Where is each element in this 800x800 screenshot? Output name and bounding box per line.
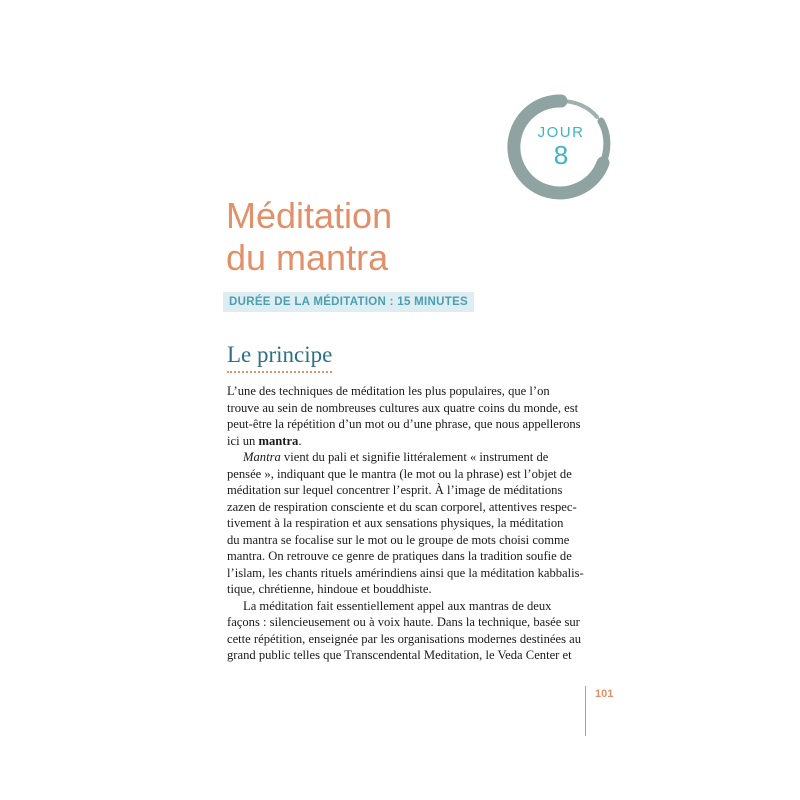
day-label: JOUR xyxy=(537,124,585,141)
page-number: 101 xyxy=(595,688,614,700)
paragraph-2-line-9: tique, chrétienne, hindoue et bouddhiste. xyxy=(227,582,432,596)
mantra-term: mantra xyxy=(258,433,299,448)
paragraph-2-line-1 xyxy=(227,449,582,466)
paragraph-3-line-2: façons : silencieusement ou à voix haute. Dans la technique, basée sur xyxy=(227,615,580,629)
paragraph-1-line-4-end: . xyxy=(298,433,302,448)
paragraph-2-line-4: zazen de respiration consciente et du scan corporel, attentives respec- xyxy=(227,499,577,514)
paragraph-1-line-4 xyxy=(227,433,582,450)
chapter-title-line-2: du mantra xyxy=(226,237,389,278)
paragraph-2-line-7: mantra. On retrouve ce genre de pratiques dans la tradition soufie de xyxy=(227,549,572,563)
paragraph-2-line-3: méditation sur lequel concentrer l’esprit. À l’image de méditations xyxy=(227,483,563,497)
chapter-title-line-1: Méditation xyxy=(226,195,393,236)
paragraph-2-line-8: l’islam, les chants rituels amérindiens ainsi que la méditation kabbalis- xyxy=(227,565,584,580)
paragraph-2-line-1-rest: vient du pali et signifie littéralement « instrument de xyxy=(280,450,549,464)
mantra-italic-term: Mantra xyxy=(243,450,281,464)
paragraph-1-line-4-start: ici un xyxy=(227,433,259,448)
paragraph-3-line-3: cette répétition, enseignée par les organisations modernes destinées au xyxy=(227,631,582,646)
duration-banner: DURÉE DE LA MÉDITATION : 15 MINUTES xyxy=(223,292,474,312)
body-text xyxy=(227,383,582,664)
paragraph-3-line-4: grand public telles que Transcendental Meditation, le Veda Center et xyxy=(227,648,572,662)
paragraph-1-line-3: peut-être la répétition d’un mot ou d’une phrase, que nous appellerons xyxy=(227,417,581,431)
paragraph-2-line-6: du mantra se focalise sur le mot ou le groupe de mots choisi comme xyxy=(227,532,570,547)
chapter-title xyxy=(226,195,546,279)
paragraph-1-line-2: trouve au sein de nombreuses cultures aux quatre coins du monde, est xyxy=(227,400,579,415)
paragraph-3-line-1: La méditation fait essentiellement appel aux mantras de deux xyxy=(243,598,552,613)
paragraph-2-line-2: pensée », indiquant que le mantra (le mot ou la phrase) est l’objet de xyxy=(227,466,572,481)
paragraph-2-line-5: tivement à la respiration et aux sensations physiques, la méditation xyxy=(227,516,564,530)
section-heading: Le principe xyxy=(227,340,332,373)
page-number-rule xyxy=(585,686,586,736)
day-number: 8 xyxy=(553,140,569,170)
paragraph-1-line-1: L’une des techniques de méditation les plus populaires, que l’on xyxy=(227,384,550,398)
